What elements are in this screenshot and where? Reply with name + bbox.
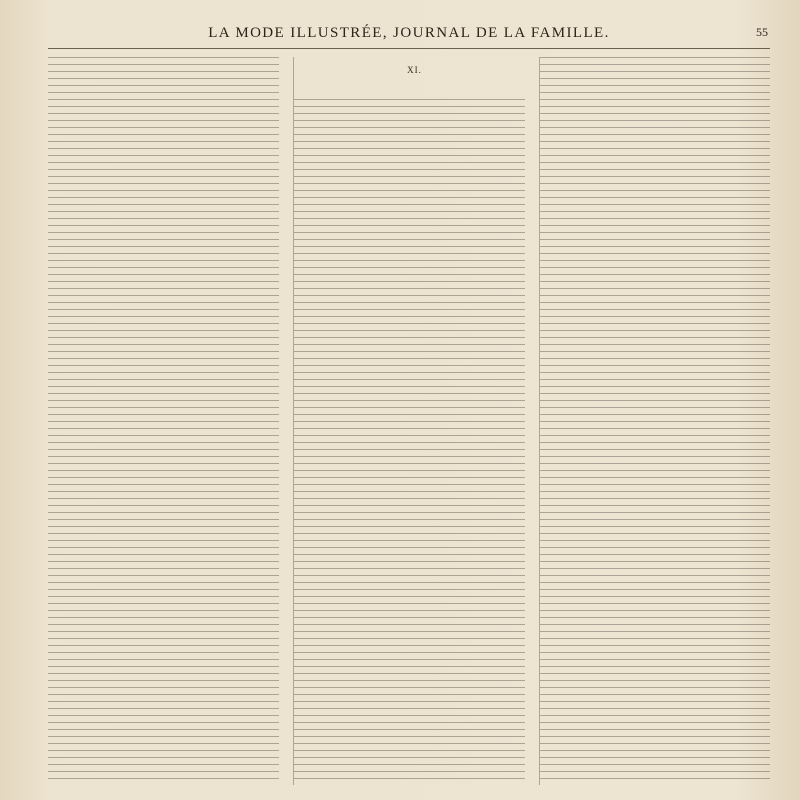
text-lines xyxy=(48,57,279,785)
text-column-3 xyxy=(539,57,770,785)
text-column-1 xyxy=(48,57,279,785)
running-header xyxy=(48,18,770,49)
text-lines xyxy=(540,57,770,785)
text-columns xyxy=(48,57,770,785)
text-lines xyxy=(294,99,524,785)
journal-title: LA MODE ILLUSTRÉE, JOURNAL DE LA FAMILLE. xyxy=(208,24,610,41)
section-heading: XI. xyxy=(407,65,422,75)
page-number: 55 xyxy=(756,25,768,39)
text-column-2 xyxy=(293,57,524,785)
